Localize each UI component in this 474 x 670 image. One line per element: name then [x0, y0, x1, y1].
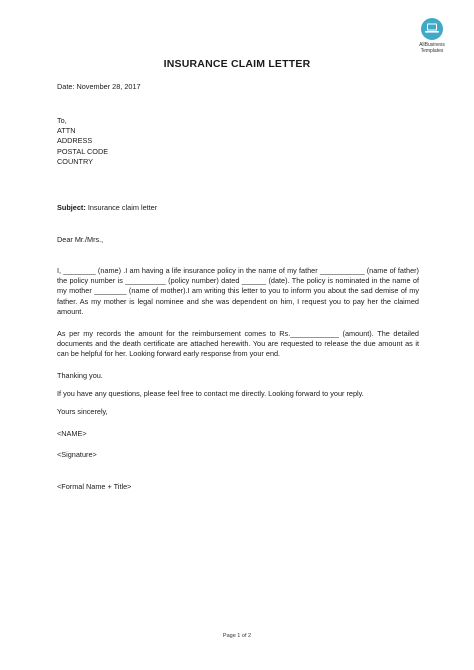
salutation: Dear Mr./Mrs., [57, 235, 104, 244]
address-line: ATTN [57, 126, 76, 136]
address-line: To, [57, 116, 67, 125]
subject-line [57, 203, 419, 213]
signature-placeholder: <Signature> [57, 450, 97, 459]
letter-date: Date: November 28, 2017 [57, 82, 141, 91]
name-placeholder: <NAME> [57, 429, 87, 438]
formal-name-placeholder: <Formal Name + Title> [57, 482, 132, 491]
logo-line-2: Templates [420, 48, 444, 54]
closing-line: Yours sincerely, [57, 407, 108, 416]
thanks-line: Thanking you. [57, 371, 103, 380]
laptop-icon [421, 18, 443, 40]
page-number: Page 1 of 2 [222, 633, 252, 639]
allbusiness-logo[interactable] [412, 18, 452, 54]
questions-line: If you have any questions, please feel free to contact me directly. Looking forward to your reply. [57, 389, 364, 398]
address-line: ADDRESS [57, 136, 93, 146]
page-title: INSURANCE CLAIM LETTER [163, 58, 311, 70]
subject-label: Subject: [57, 203, 86, 212]
address-line: COUNTRY [57, 156, 93, 166]
address-line: POSTAL CODE [57, 146, 109, 156]
body-paragraph-2: As per my records the amount for the reimbursement comes to Rs.____________ (amount). The detailed documents and the death certificate are attached herewith. You are requested to release the due amount as it can be helpful for her. Looking forward early response from your end. [57, 329, 419, 359]
subject-text: Insurance claim letter [85, 203, 158, 212]
logo-text [412, 42, 452, 54]
body-paragraph-1: I, ________ (name) .I am having a life insurance policy in the name of my father ___________ (name of father) the policy number is __________ (policy number) dated ______ (date). The policy is nominated in the name of my mother ________ (name of mother).I am writing this letter to you to inform you about the sad demise of my father. As my mother is legal nominee and she was dependent on him, I request you to pay her the claimed amount. [57, 266, 419, 316]
address-block [57, 116, 419, 167]
logo-line-1: AllBusiness [419, 42, 445, 48]
